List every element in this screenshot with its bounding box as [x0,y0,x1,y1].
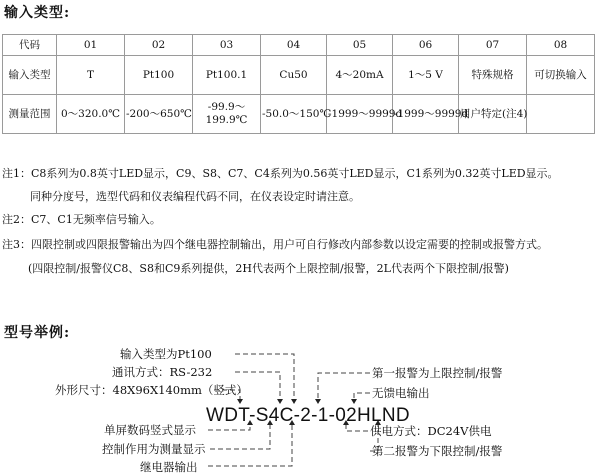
table-cell: 01 [57,35,125,56]
note-1-continued: 同种分度号，选型代码和仪表编程代码不同，在仪表设定时请注意。 [30,190,360,203]
label-display: 单屏数码竖式显示 [104,423,196,437]
table-cell: Pt100.1 [193,56,261,95]
section-title-input-type: 输入类型: [4,5,71,21]
table-cell: 测量范围 [3,95,57,134]
label-power-supply: 供电方式：DC24V供电 [370,424,492,438]
label-no-feedback: 无馈电输出 [372,386,430,400]
table-cell: Pt100 [125,56,193,95]
table-cell: 特殊规格 [459,56,527,95]
table-cell: T [57,56,125,95]
note-2: 注2：C7、C1无频率信号输入。 [2,213,161,226]
table-cell: 4～20mA [327,56,393,95]
table-cell: 06 [393,35,459,56]
table-cell: 用户特定(注4) [459,95,527,134]
table-cell: 02 [125,35,193,56]
table-cell: -1999～9999d [327,95,393,134]
table-cell: 可切换输入 [527,56,595,95]
table-cell: 04 [261,35,327,56]
table-cell: 代码 [3,35,57,56]
table-cell: 08 [527,35,595,56]
table-cell: 1～5 V [393,56,459,95]
table-cell: 03 [193,35,261,56]
table-cell: 0～320.0℃ [57,95,125,134]
label-dimensions: 外形尺寸：48X96X140mm（竖式） [55,383,248,397]
table-cell: 07 [459,35,527,56]
model-number: WDT-S4C-2-1-02HLND [206,405,410,426]
label-input-type: 输入类型为Pt100 [120,347,212,361]
label-alarm-1: 第一报警为上限控制/报警 [372,366,503,380]
table-cell-line: -99.9～ [207,101,246,113]
table-cell: Cu50 [261,56,327,95]
table-cell: 05 [327,35,393,56]
label-communication: 通讯方式：RS-232 [112,365,213,379]
label-relay-output: 继电器输出 [140,460,198,474]
table-cell: -200～650℃ [125,95,193,134]
label-alarm-2: 第二报警为下限控制/报警 [372,444,503,458]
note-3-continued: (四限控制/报警仪C8、S8和C9系列提供，2H代表两个上限控制/报警，2L代表两个下限控制/报警) [28,262,509,275]
section-title-model-example: 型号举例: [4,325,71,341]
table-cell-line: 199.9℃ [205,114,248,126]
label-control-function: 控制作用为测量显示 [102,442,206,456]
table-cell: -50.0～150℃ [261,95,327,134]
note-1: 注1：C8系列为0.8英寸LED显示，C9、S8、C7、C4系列为0.56英寸LED显示，C1系列为0.32英寸LED显示。 [2,167,559,180]
table-cell: -1999～9999d [393,95,459,134]
table-cell: 输入类型 [3,56,57,95]
note-3: 注3：四限控制或四限报警输出为四个继电器控制输出，用户可自行修改内部参数以设定需要的控制或报警方式。 [2,238,548,251]
